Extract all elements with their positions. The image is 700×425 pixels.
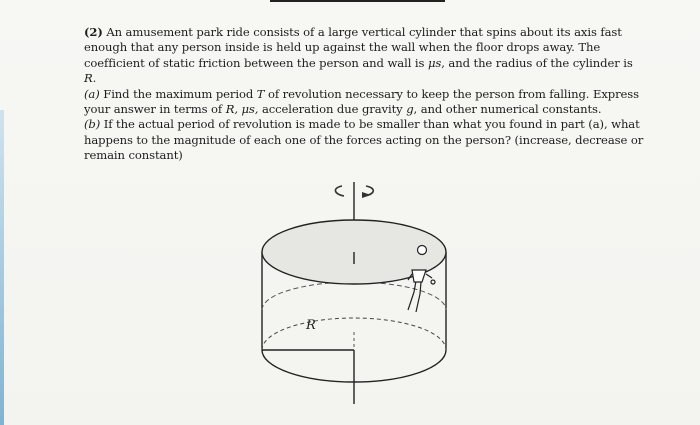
- cylinder-diagram: [250, 182, 460, 407]
- mu-s-symbol: μs: [427, 55, 442, 70]
- floor-back-edge: [262, 282, 446, 310]
- problem-2: [84, 25, 644, 164]
- part-a-text-1: Find the maximum period: [99, 86, 257, 101]
- part-b: [84, 117, 644, 163]
- part-a-text-4: , and other numerical constants.: [413, 102, 602, 117]
- variables-list: R, μs,: [225, 102, 259, 117]
- part-a: [84, 87, 644, 118]
- part-b-text: If the actual period of revolution is made to be smaller than what you found in part (a), what happens to the magnitude of each one of the forces acting on the person? (increase, decrease or remain constant): [84, 117, 644, 163]
- intro-text-2: , and the radius of the cylinder is: [441, 55, 633, 70]
- top-rule: [270, 0, 445, 2]
- part-b-label: (b): [84, 117, 101, 132]
- problem-number: (2): [84, 25, 103, 39]
- problem-statement: [84, 25, 644, 87]
- intro-text-1: An amusement park ride consists of a large vertical cylinder that spins about its axis fast enough that any person inside is held up against the wall when the floor drops away. The coefficient of static friction between the person and wall is: [84, 25, 622, 70]
- part-a-text-2: of revolution necessary to keep the person from falling. Express your answer in terms of: [84, 86, 640, 117]
- part-a-label: (a): [84, 86, 100, 101]
- g-symbol: g: [406, 102, 414, 117]
- page-edge: [0, 110, 4, 425]
- radius-label: R: [306, 318, 316, 333]
- part-a-text-3: acceleration due gravity: [258, 102, 407, 117]
- radius-symbol: R: [84, 71, 93, 86]
- intro-text-3: .: [92, 71, 97, 86]
- period-symbol: T: [256, 86, 265, 101]
